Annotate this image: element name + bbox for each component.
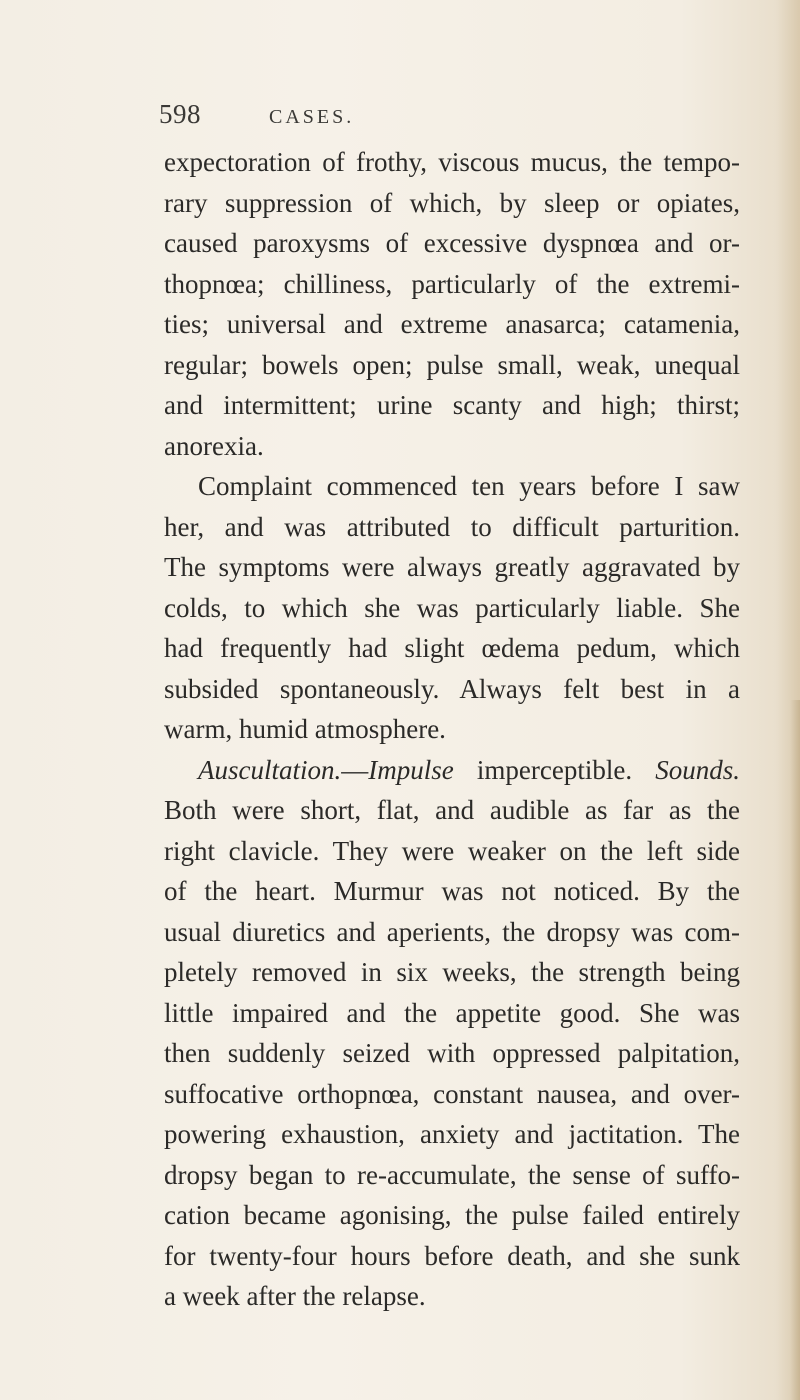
text-line: suffocative orthopnœa, constant nausea, and over- [164,1078,740,1109]
term-impulse: Impulse [368,754,454,785]
running-title: CASES. [269,106,355,128]
text-line: regular; bowels open; pulse small, weak, unequal [164,349,740,380]
text-line: dropsy began to re-accumulate, the sense of suffo- [164,1159,740,1190]
impulse-text: imperceptible. [453,754,656,785]
text-line: ties; universal and extreme anasarca; catamenia, [164,309,740,339]
text-line-auscultation [164,750,740,791]
text-line: colds, to which she was particularly liable. She [164,592,740,623]
text-line: powering exhaustion, anxiety and jactitation. The [164,1119,740,1149]
running-header [159,99,354,130]
text-line: Complaint commenced ten years before I saw [198,471,740,501]
text-line: The symptoms were always greatly aggravated by [164,552,740,582]
term-sounds: Sounds. [655,754,740,785]
page-edge-shadow [790,700,800,1400]
text-line: a week after the relapse. [164,1281,426,1311]
text-line: warm, humid atmosphere. [164,714,446,744]
text-line: subsided spontaneously. Always felt best in a [164,673,740,704]
page-number: 598 [159,99,201,129]
text-line: anorexia. [164,430,264,461]
text-line: her, and was attributed to difficult parturition. [164,511,740,542]
text-line: little impaired and the appetite good. She was [164,997,740,1028]
text-line: Both were short, flat, and audible as far as the [164,795,740,825]
text-line: usual diuretics and aperients, the dropsy was com- [164,916,740,947]
text-line: cation became agonising, the pulse failed entirely [164,1200,740,1230]
em-dash: — [341,754,369,785]
term-auscultation: Auscultation. [198,754,342,785]
text-line: and intermittent; urine scanty and high; thirst; [164,390,740,420]
body-text [164,142,740,1317]
text-line: had frequently had slight œdema pedum, which [164,633,740,663]
text-line: expectoration of frothy, viscous mucus, the tempo- [164,147,740,177]
text-line: right clavicle. They were weaker on the left side [164,835,740,866]
text-line: rary suppression of which, by sleep or opiates, [164,187,740,218]
text-line: for twenty-four hours before death, and she sunk [164,1240,740,1271]
text-line: of the heart. Murmur was not noticed. By the [164,876,740,906]
text-line: pletely removed in six weeks, the strength being [164,957,740,987]
text-line: caused paroxysms of excessive dyspnœa and or- [164,228,740,258]
text-line: thopnœa; chilliness, particularly of the extremi- [164,268,740,299]
text-line: then suddenly seized with oppressed palpitation, [164,1038,740,1068]
